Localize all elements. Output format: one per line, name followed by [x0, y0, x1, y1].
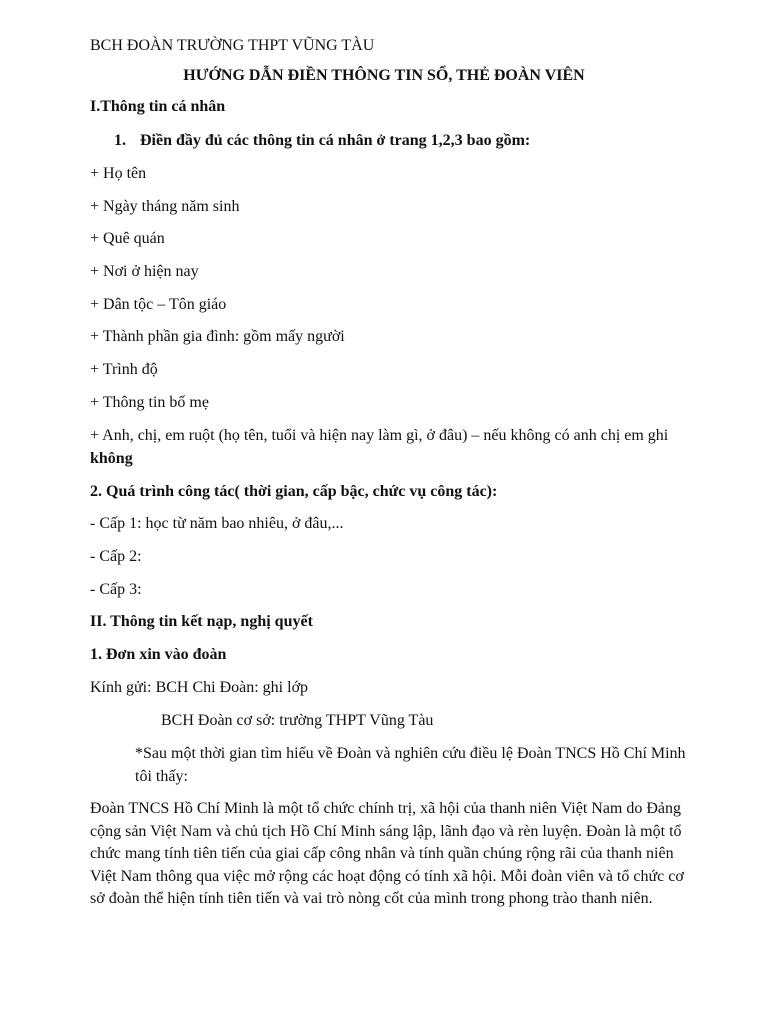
section-2-heading: II. Thông tin kết nạp, nghị quyết	[90, 613, 313, 630]
section-1-item-2: 2. Quá trình công tác( thời gian, cấp bậc, chức vụ công tác):	[90, 483, 498, 500]
application-intro: *Sau một thời gian tìm hiểu về Đoàn và nghiên cứu điều lệ Đoàn TNCS Hồ Chí Minh tôi thấy:	[135, 745, 686, 785]
section-1-heading: I.Thông tin cá nhân	[90, 98, 226, 115]
level-secondary: - Cấp 2:	[90, 548, 142, 565]
field-current-residence: + Nơi ở hiện nay	[90, 263, 199, 280]
field-ethnicity-religion: + Dân tộc – Tôn giáo	[90, 296, 227, 313]
recipient-line-2: BCH Đoàn cơ sở: trường THPT Vũng Tàu	[161, 712, 434, 729]
field-education-level: + Trình độ	[90, 361, 158, 378]
siblings-none-keyword: không	[90, 449, 133, 467]
recipient-line-1: Kính gửi: BCH Chi Đoàn: ghi lớp	[90, 679, 309, 696]
siblings-text: + Anh, chị, em ruột (họ tên, tuổi và hiện nay làm gì, ở đâu) – nếu không có anh chị em ghi	[90, 427, 669, 444]
field-siblings	[90, 425, 690, 470]
section-1-item-1	[114, 131, 530, 151]
section-2-item-1: 1. Đơn xin vào đoàn	[90, 646, 227, 663]
field-birthdate: + Ngày tháng năm sinh	[90, 198, 240, 215]
field-hometown: + Quê quán	[90, 230, 165, 247]
field-parents-info: + Thông tin bố mẹ	[90, 394, 209, 411]
field-name: + Họ tên	[90, 165, 147, 182]
org-header: BCH ĐOÀN TRƯỜNG THPT VŨNG TÀU	[90, 37, 375, 54]
level-high-school: - Cấp 3:	[90, 581, 142, 598]
item-heading: Điền đầy đủ các thông tin cá nhân ở trang 1,2,3 bao gồm:	[140, 132, 531, 149]
document-title: HƯỚNG DẪN ĐIỀN THÔNG TIN SỔ, THẺ ĐOÀN VIÊN	[183, 67, 585, 84]
item-number: 1.	[114, 132, 126, 149]
level-primary: - Cấp 1: học từ năm bao nhiêu, ở đâu,...	[90, 515, 344, 532]
field-family-composition: + Thành phần gia đình: gồm mấy người	[90, 328, 345, 345]
application-paragraph: Đoàn TNCS Hồ Chí Minh là một tổ chức chính trị, xã hội của thanh niên Việt Nam do Đảng cộng sản Việt Nam và chủ tịch Hồ Chí Minh sáng lập, lãnh đạo và rèn luyện. Đoàn là một tổ chức mang tính tiên tiến của giai cấp công nhân và tính quần chúng rộng rãi của thanh niên Việt Nam thông qua việc mở rộng các hoạt động có tính xã hội. Mỗi đoàn viên và tổ chức cơ sở đoàn thể hiện tính tiên tiến và vai trò nòng cốt của mình trong phong trào thanh niên.	[90, 800, 684, 907]
